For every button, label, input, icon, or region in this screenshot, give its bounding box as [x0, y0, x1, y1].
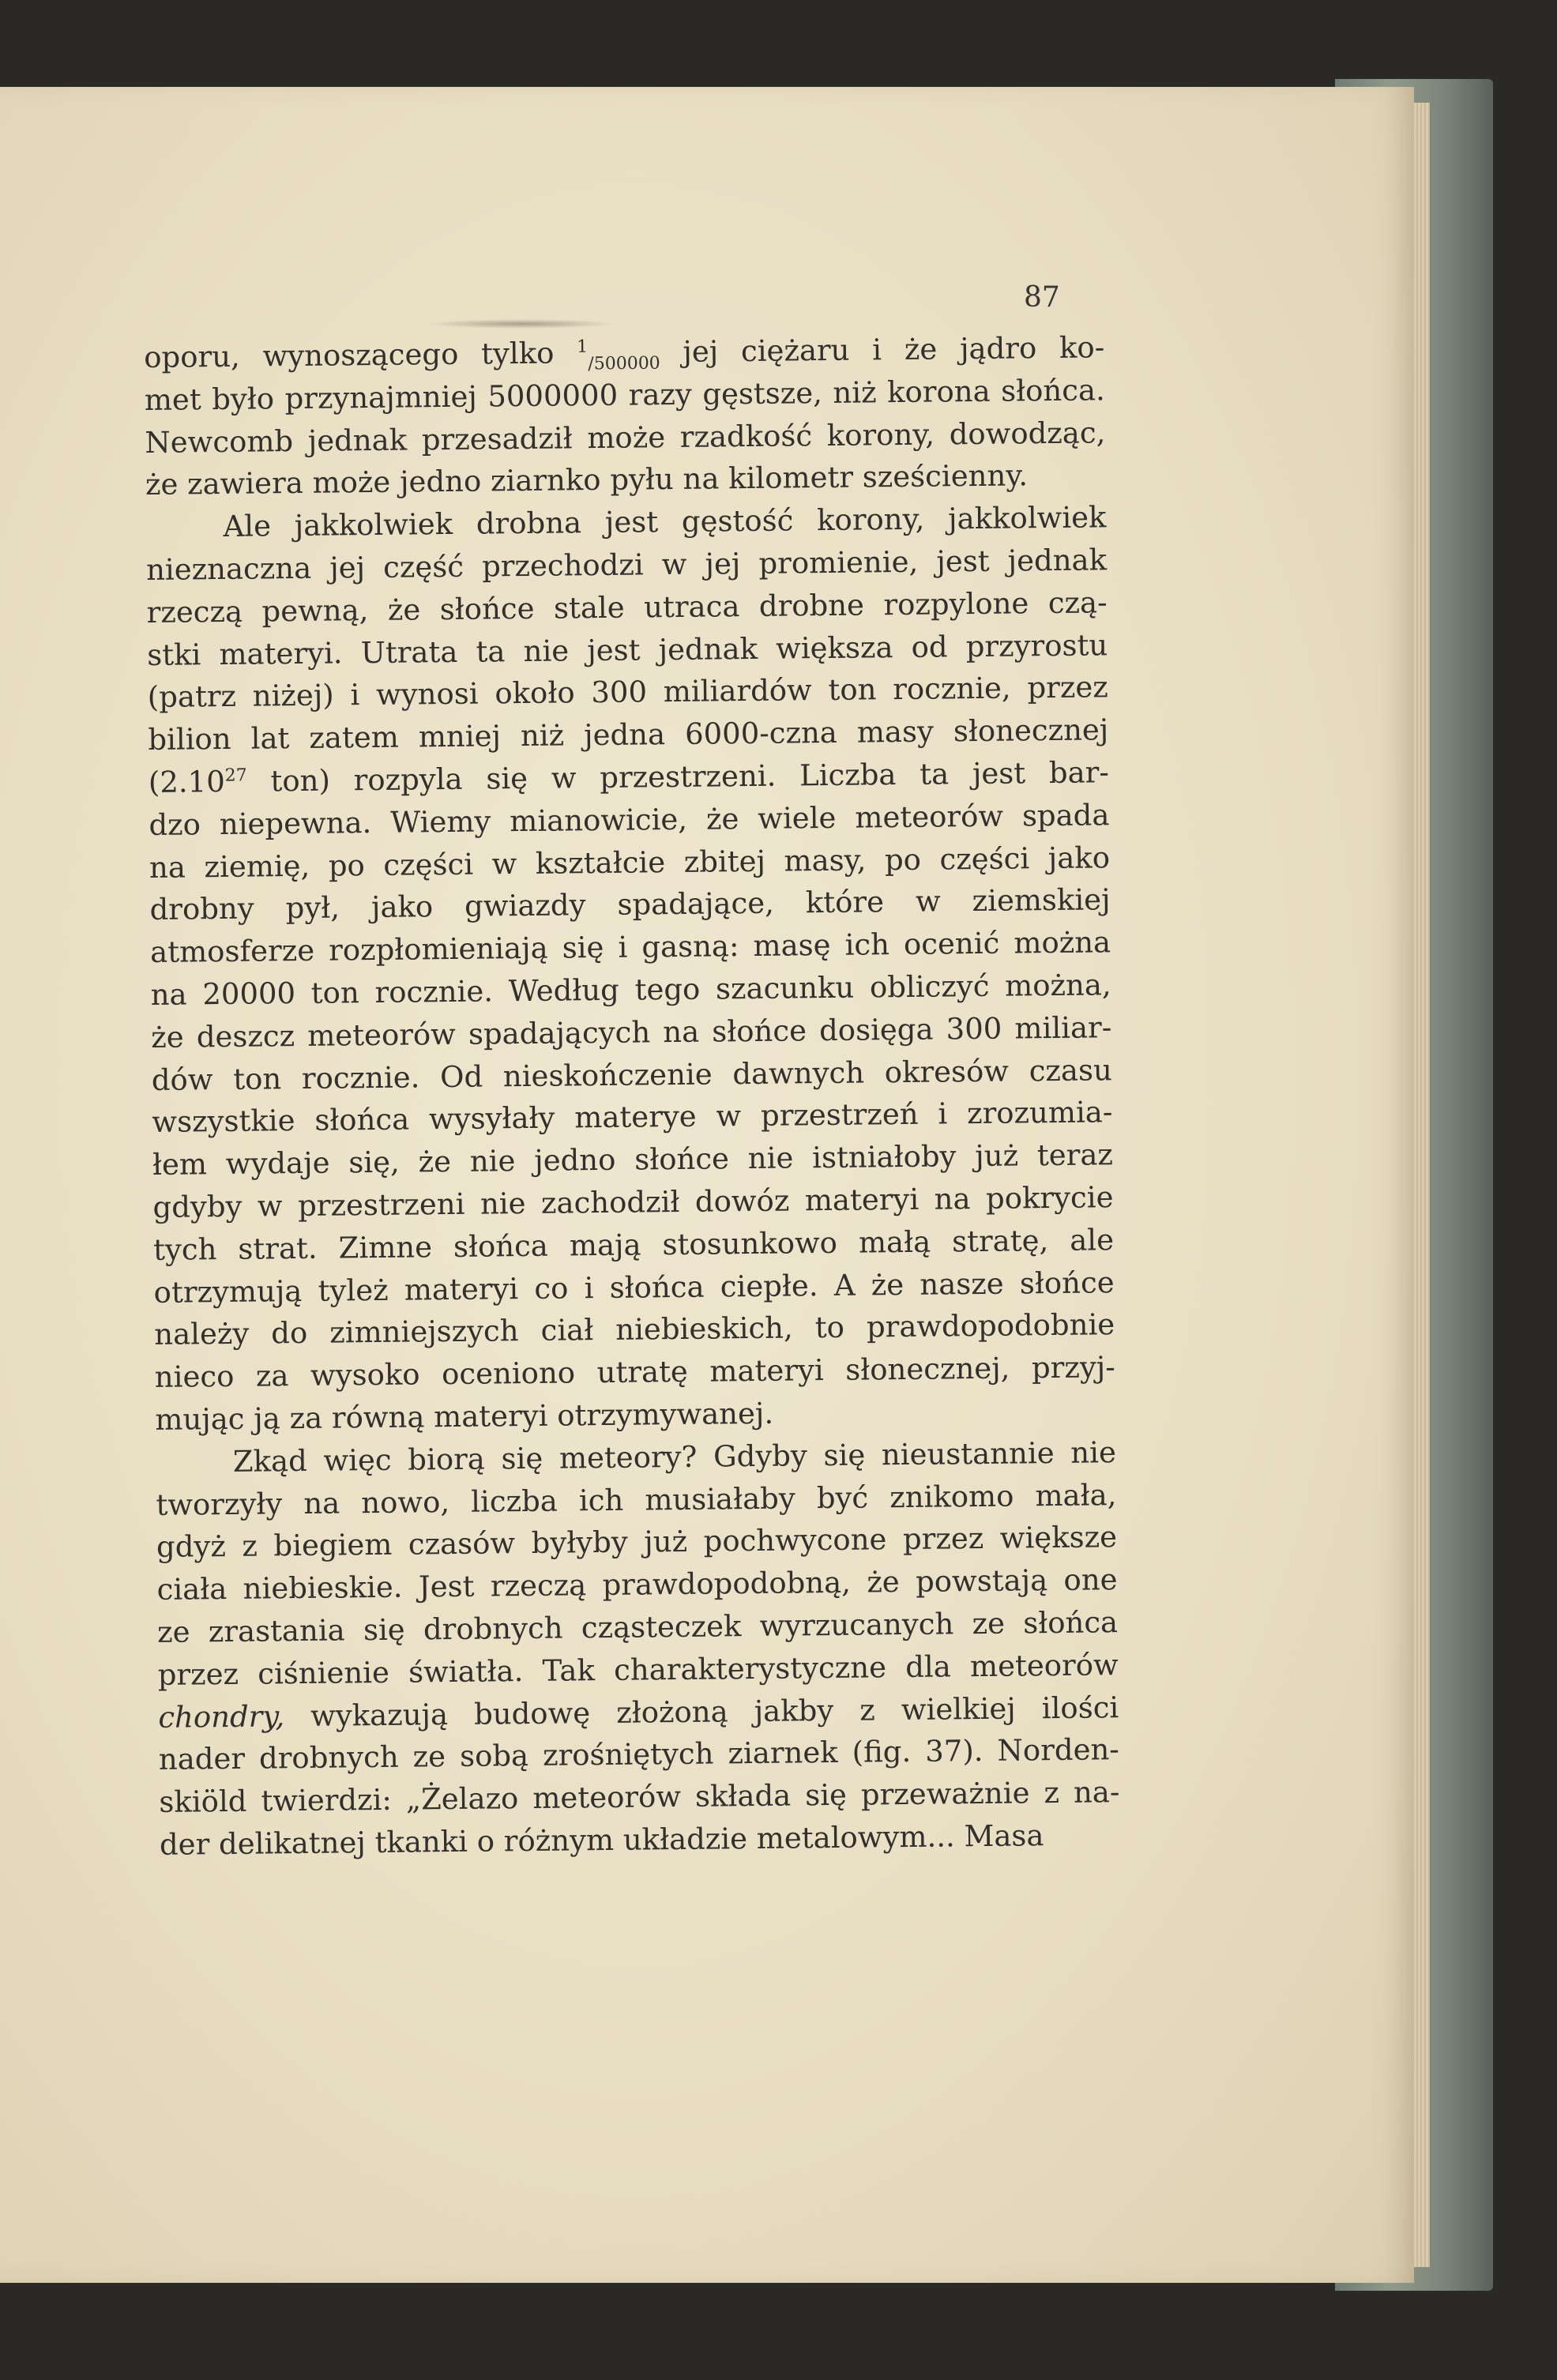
- text-fragment: gdyż z biegiem czasów byłyby już pochwycone przez większe: [156, 1520, 1118, 1565]
- text-fragment: dzo niepewna. Wiemy mianowicie, że wiele meteorów spada: [149, 797, 1110, 842]
- text-fragment: 27: [224, 765, 247, 786]
- text-fragment: stki materyi. Utrata ta nie jest jednak większa od przyrostu: [146, 627, 1108, 672]
- text-fragment: Ale jakkolwiek drobna jest gęstość korony, jakkolwiek: [223, 500, 1107, 544]
- text-fragment: wszystkie słońca wysyłały materye w przestrzeń i zrozumia-: [152, 1095, 1113, 1140]
- text-fragment: na 20000 ton rocznie. Według tego szacunku obliczyć można,: [150, 968, 1111, 1012]
- text-fragment: skiöld twierdzi: „Żelazo meteorów składa się przeważnie z na-: [159, 1775, 1120, 1819]
- text-fragment: drobny pył, jako gwiazdy spadające, które w ziemskiej: [149, 882, 1111, 927]
- body-text: [144, 326, 1121, 1916]
- text-fragment: ciała niebieskie. Jest rzeczą prawdopodobną, że powstają one: [156, 1562, 1118, 1607]
- page-number: 87: [1024, 281, 1060, 314]
- text-fragment: Zkąd więc biorą się meteory? Gdyby się nieustannie nie: [232, 1434, 1117, 1479]
- text-fragment: nieznaczna jej część przechodzi w jej promienie, jest jednak: [145, 543, 1108, 587]
- text-fragment: tych strat. Zimne słońca mają stosunkowo małą stratę, ale: [152, 1222, 1115, 1267]
- text-fragment: ze zrastania się drobnych cząsteczek wyrzucanych ze słońca: [156, 1605, 1119, 1649]
- text-fragment: der delikatnej tkanki o różnym układzie metalowym... Masa: [159, 1818, 1044, 1862]
- text-fragment: tworzyły na nowo, liczba ich musiałaby być znikomo mała,: [156, 1477, 1117, 1522]
- text-fragment: wykazują budowę złożoną jakby z wielkiej ilości: [284, 1690, 1119, 1733]
- text-fragment: przez ciśnienie światła. Tak charakterystyczne dla meteorów: [157, 1647, 1119, 1692]
- text-fragment: że deszcz meteorów spadających na słońce dosięga 300 miliar-: [151, 1010, 1112, 1055]
- text-fragment: met było przynajmniej 5000000 razy gęstsze, niż korona słońca.: [144, 373, 1105, 417]
- text-fragment: atmosferze rozpłomieniają się i gasną: masę ich ocenić można: [149, 925, 1111, 970]
- text-fragment: (patrz niżej) i wynosi około 300 miliardów ton rocznie, przez: [147, 670, 1108, 715]
- text-fragment: ton) rozpyla się w przestrzeni. Liczba ta jest bar-: [246, 755, 1110, 799]
- text-fragment: na ziemię, po części w kształcie zbitej masy, po części jako: [149, 840, 1111, 885]
- text-fragment: mując ją za równą materyi otrzymywanej.: [155, 1396, 774, 1437]
- text-fragment: łem wydaje się, że nie jedno słońce nie istniałoby już teraz: [152, 1137, 1114, 1182]
- text-fragment: Newcomb jednak przesadził może rzadkość korony, dowodząc,: [145, 415, 1106, 460]
- text-fragment: gdyby w przestrzeni nie zachodził dowóz materyi na pokrycie: [152, 1180, 1114, 1224]
- text-fragment: 1: [576, 337, 589, 357]
- text-fragment: chondry,: [158, 1698, 285, 1735]
- text-fragment: dów ton rocznie. Od nieskończenie dawnych okresów czasu: [151, 1052, 1113, 1097]
- text-fragment: należy do zimniejszych ciał niebieskich, to prawdopodobnie: [154, 1307, 1115, 1352]
- text-fragment: że zawiera może jedno ziarnko pyłu na kilometr sześcienny.: [145, 458, 1029, 502]
- text-fragment: oporu, wynoszącego tylko: [144, 336, 577, 374]
- ink-smudge: [427, 319, 616, 329]
- text-fragment: nieco za wysoko oceniono utratę materyi słonecznej, przyj-: [154, 1350, 1115, 1395]
- text-fragment: jej ciężaru i że jądro ko-: [660, 330, 1105, 370]
- text-fragment: /500000: [588, 353, 660, 374]
- text-fragment: bilion lat zatem mniej niż jedna 6000-czna masy słonecznej: [148, 712, 1109, 758]
- text-fragment: (2.10: [148, 764, 225, 799]
- text-fragment: rzeczą pewną, że słońce stale utraca drobne rozpylone czą-: [146, 585, 1108, 630]
- text-fragment: otrzymują tyleż materyi co i słońca ciepłe. A że nasze słońce: [153, 1265, 1115, 1310]
- text-line: [160, 1814, 1120, 1867]
- text-fragment: nader drobnych ze sobą zrośniętych ziarnek (fig. 37). Norden-: [158, 1732, 1120, 1777]
